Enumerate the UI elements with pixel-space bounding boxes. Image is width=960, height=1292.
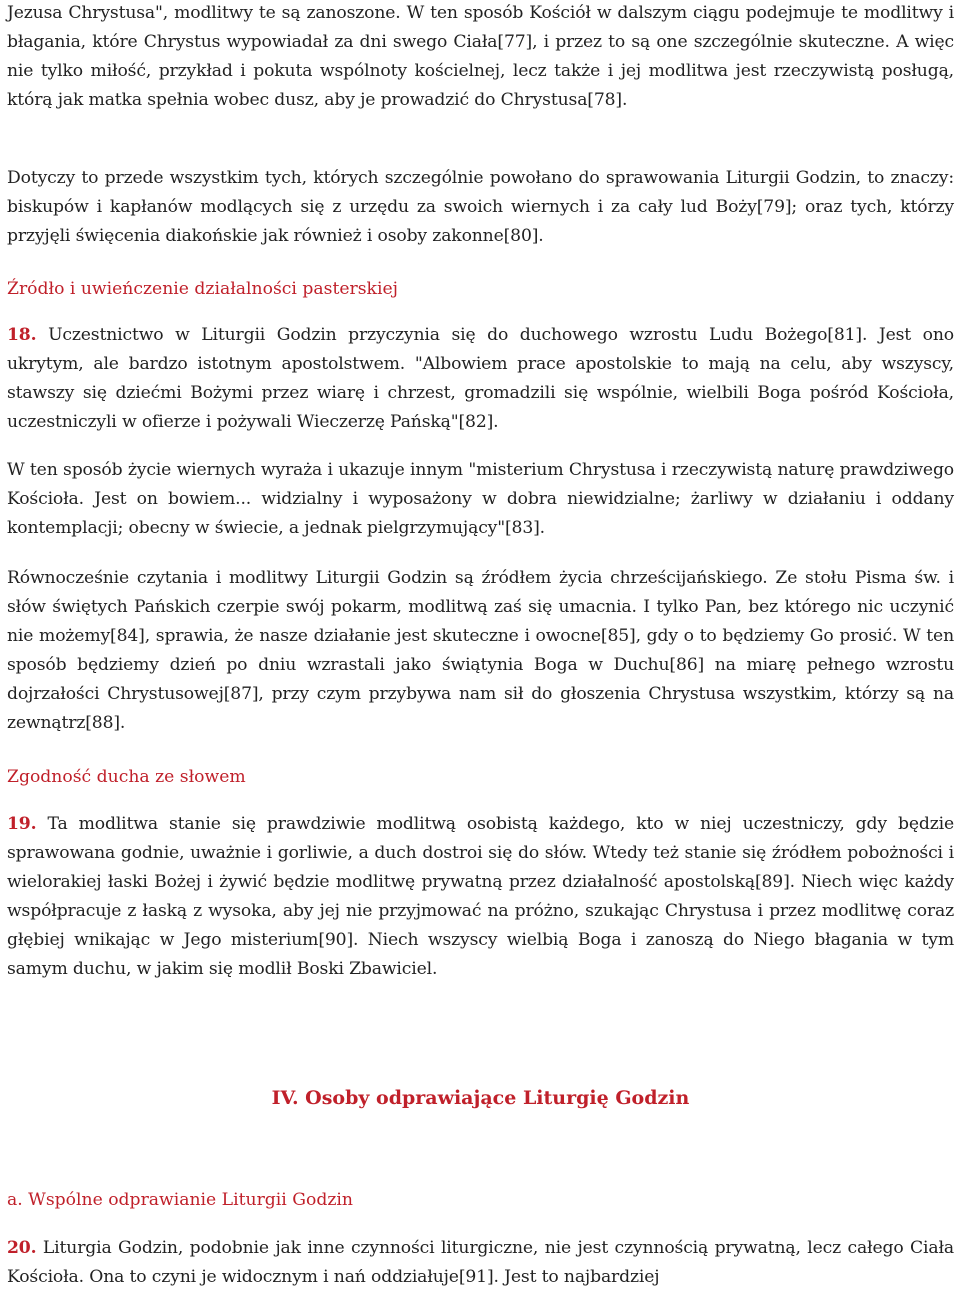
paragraph-life-of-faithful: W ten sposób życie wiernych wyraża i ukazuje innym "misterium Chrystusa i rzeczywistą naturę prawdziwego Kościoła. Jest on bowiem... widzialny i wyposażony w dobra niewidzialne; żarliwy w działaniu i oddany kontemplacji; obecny w świecie, a jednak pielgrzymujący"[83].	[7, 460, 954, 538]
paragraph-18-text: Uczestnictwo w Liturgii Godzin przyczynia się do duchowego wzrostu Ludu Bożego[81]. Jest ono ukrytym, ale bardzo istotnym apostolstwem. "Albowiem prace apostolskie to mają na celu, aby wszyscy, stawszy się dziećmi Bożymi przez wiarę i chrzest, gromadzili się wspólnie, wielbili Boga pośród Kościoła, uczestniczyli w ofierze i pożywali Wieczerzę Pańską"[82].	[7, 325, 954, 432]
paragraph-20-text: Liturgia Godzin, podobnie jak inne czynności liturgiczne, nie jest czynnością prywatną, lecz całego Ciała Kościoła. Ona to czyni je widocznym i nań oddziałuje[91]. Jest to najbardziej	[7, 1238, 954, 1287]
chapter-title: IV. Osoby odprawiające Liturgię Godzin	[271, 1087, 690, 1109]
paragraph-number-18: 18.	[7, 325, 37, 345]
section-heading-communal: a. Wspólne odprawianie Liturgii Godzin	[7, 1190, 353, 1210]
paragraph-number-19: 19.	[7, 814, 37, 834]
section-heading-harmony: Zgodność ducha ze słowem	[7, 767, 246, 787]
paragraph-prayer-church: Jezusa Chrystusa", modlitwy te są zanoszone. W ten sposób Kościół w dalszym ciągu podejmuje te modlitwy i błagania, które Chrystus wypowiadał za dni swego Ciała[77], i przez to są one szczególnie skuteczne. A więc nie tylko miłość, przykład i pokuta wspólnoty kościelnej, lecz także i jej modlitwa jest rzeczywistą posługą, którą jak matka spełnia wobec dusz, aby je prowadzić do Chrystusa[78].	[7, 3, 954, 110]
paragraph-readings-prayers: Równocześnie czytania i modlitwy Liturgii Godzin są źródłem życia chrześcijańskiego. Ze stołu Pisma św. i słów świętych Pańskich czerpie swój pokarm, modlitwą zaś się umacnia. I tylko Pan, bez którego nic uczynić nie możemy[84], sprawia, że nasze działanie jest skuteczne i owocne[85], gdy o to będziemy Go prosić. W ten sposób będziemy dzień po dniu wzrastali jako świątynia Boga w Duchu[86] na miarę pełnego wzrostu dojrzałości Chrystusowej[87], przy czym przybywa nam sił do głoszenia Chrystusa wszystkim, którzy są na zewnątrz[88].	[7, 568, 954, 733]
paragraph-number-20: 20.	[7, 1238, 37, 1258]
paragraph-19-text: Ta modlitwa stanie się prawdziwie modlitwą osobistą każdego, kto w niej uczestniczy, gdy będzie sprawowana godnie, uważnie i gorliwie, a duch dostroi się do słów. Wtedy też stanie się źródłem pobożności i wielorakiej łaski Bożej i żywić będzie modlitwę prywatną przez działalność apostolską[89]. Niech więc każdy współpracuje z łaską z wysoka, aby jej nie przyjmować na próżno, szukając Chrystusa i przez modlitwę coraz głębiej wnikając w Jego misterium[90]. Niech wszyscy wielbią Boga i zanoszą do Niego błagania w tym samym duchu, w jakim się modlił Boski Zbawiciel.	[7, 814, 954, 979]
paragraph-19	[7, 810, 954, 984]
paragraph-18	[7, 321, 954, 437]
section-heading-source: Źródło i uwieńczenie działalności pasterskiej	[7, 279, 398, 299]
paragraph-20	[7, 1234, 954, 1292]
paragraph-bishops-priests: Dotyczy to przede wszystkim tych, których szczególnie powołano do sprawowania Liturgii Godzin, to znaczy: biskupów i kapłanów modlących się z urzędu za swoich wiernych i za cały lud Boży[79]; oraz tych, którzy przyjęli święcenia diakońskie jak również i osoby zakonne[80].	[7, 168, 954, 246]
